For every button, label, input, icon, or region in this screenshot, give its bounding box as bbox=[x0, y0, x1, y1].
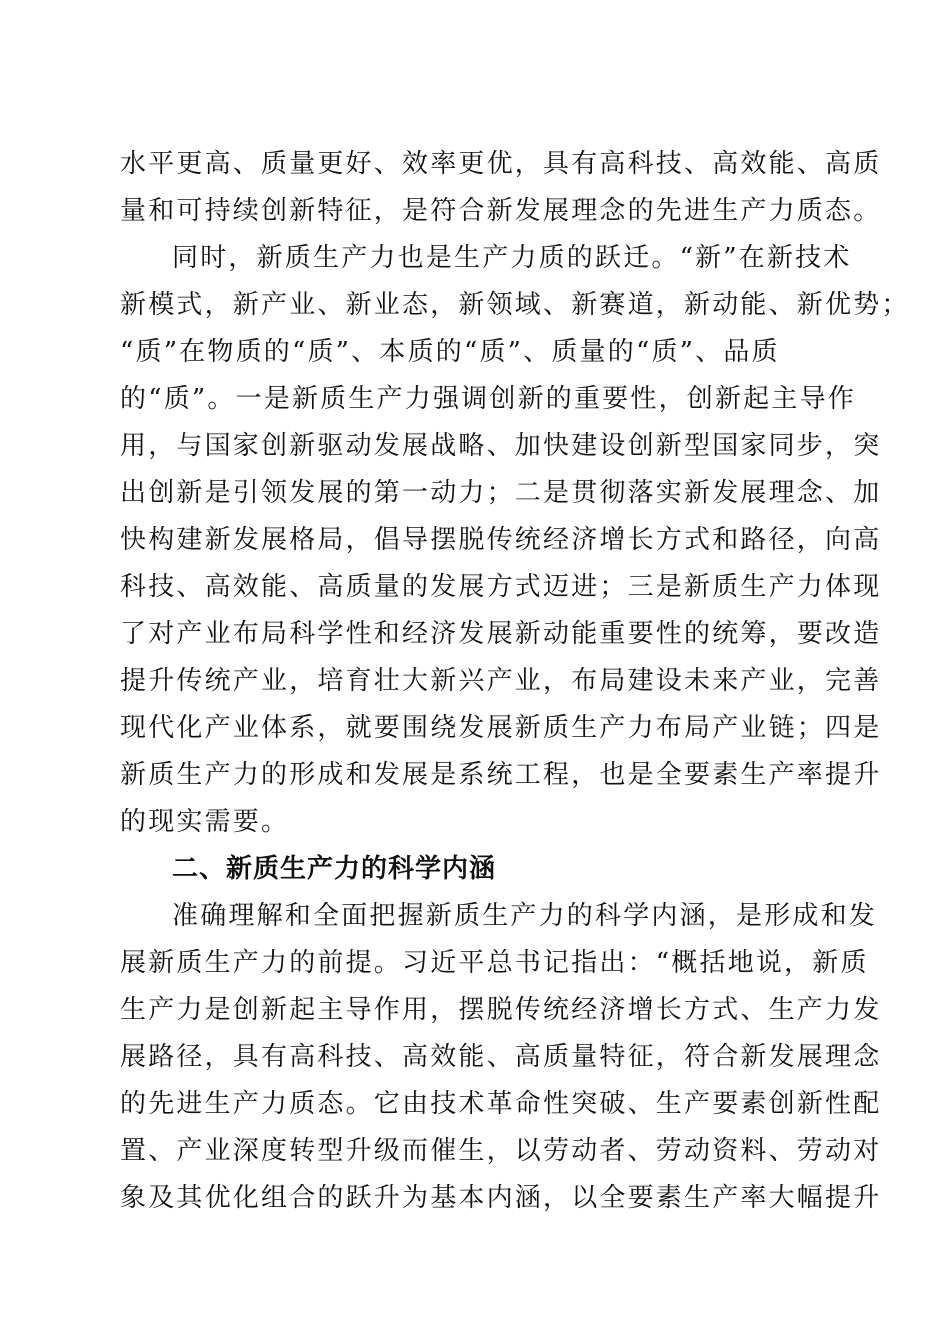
paragraph-line: 科技、高效能、高质量的发展方式迈进；三是新质生产力体现 bbox=[120, 572, 882, 602]
paragraph-line: 了对产业布局科学性和经济发展新动能重要性的统筹，要改造 bbox=[120, 619, 882, 649]
section-heading: 二、新质生产力的科学内涵 bbox=[172, 854, 497, 884]
paragraph-line: 量和可持续创新特征，是符合新发展理念的先进生产力质态。 bbox=[120, 196, 882, 226]
paragraph-line: 置、产业深度转型升级而催生，以劳动者、劳动资料、劳动对 bbox=[120, 1136, 882, 1166]
paragraph-line: 出创新是引领发展的第一动力；二是贯彻落实新发展理念、加 bbox=[120, 478, 882, 508]
paragraph-line: 水平更高、质量更好、效率更优，具有高科技、高效能、高质 bbox=[120, 149, 882, 179]
paragraph-line: “质”在物质的“质”、本质的“质”、质量的“质”、品质 bbox=[120, 337, 780, 367]
paragraph-line: 的“质”。一是新质生产力强调创新的重要性，创新起主导作 bbox=[120, 384, 856, 414]
paragraph-line: 用，与国家创新驱动发展战略、加快建设创新型国家同步，突 bbox=[120, 431, 882, 461]
paragraph-line: 的先进生产力质态。它由技术革命性突破、生产要素创新性配 bbox=[120, 1089, 882, 1119]
paragraph-line: 生产力是创新起主导作用，摆脱传统经济增长方式、生产力发 bbox=[120, 995, 882, 1025]
paragraph-line: 提升传统产业，培育壮大新兴产业，布局建设未来产业，完善 bbox=[120, 666, 882, 696]
paragraph-line: 展新质生产力的前提。习近平总书记指出：“概括地说，新质 bbox=[120, 948, 869, 978]
paragraph-line: 新模式，新产业、新业态，新领域、新赛道，新动能、新优势； bbox=[120, 290, 910, 320]
paragraph-line-indented: 同时，新质生产力也是生产力质的跃迁。“新”在新技术 bbox=[172, 243, 852, 273]
paragraph-line: 象及其优化组合的跃升为基本内涵，以全要素生产率大幅提升 bbox=[120, 1183, 882, 1213]
paragraph-line: 的现实需要。 bbox=[120, 807, 290, 837]
paragraph-line-indented: 准确理解和全面把握新质生产力的科学内涵，是形成和发 bbox=[172, 901, 878, 931]
paragraph-line: 新质生产力的形成和发展是系统工程，也是全要素生产率提升 bbox=[120, 760, 882, 790]
paragraph-line: 快构建新发展格局，倡导摆脱传统经济增长方式和路径，向高 bbox=[120, 525, 882, 555]
paragraph-line: 展路径，具有高科技、高效能、高质量特征，符合新发展理念 bbox=[120, 1042, 882, 1072]
paragraph-line: 现代化产业体系，就要围绕发展新质生产力布局产业链；四是 bbox=[120, 713, 882, 743]
